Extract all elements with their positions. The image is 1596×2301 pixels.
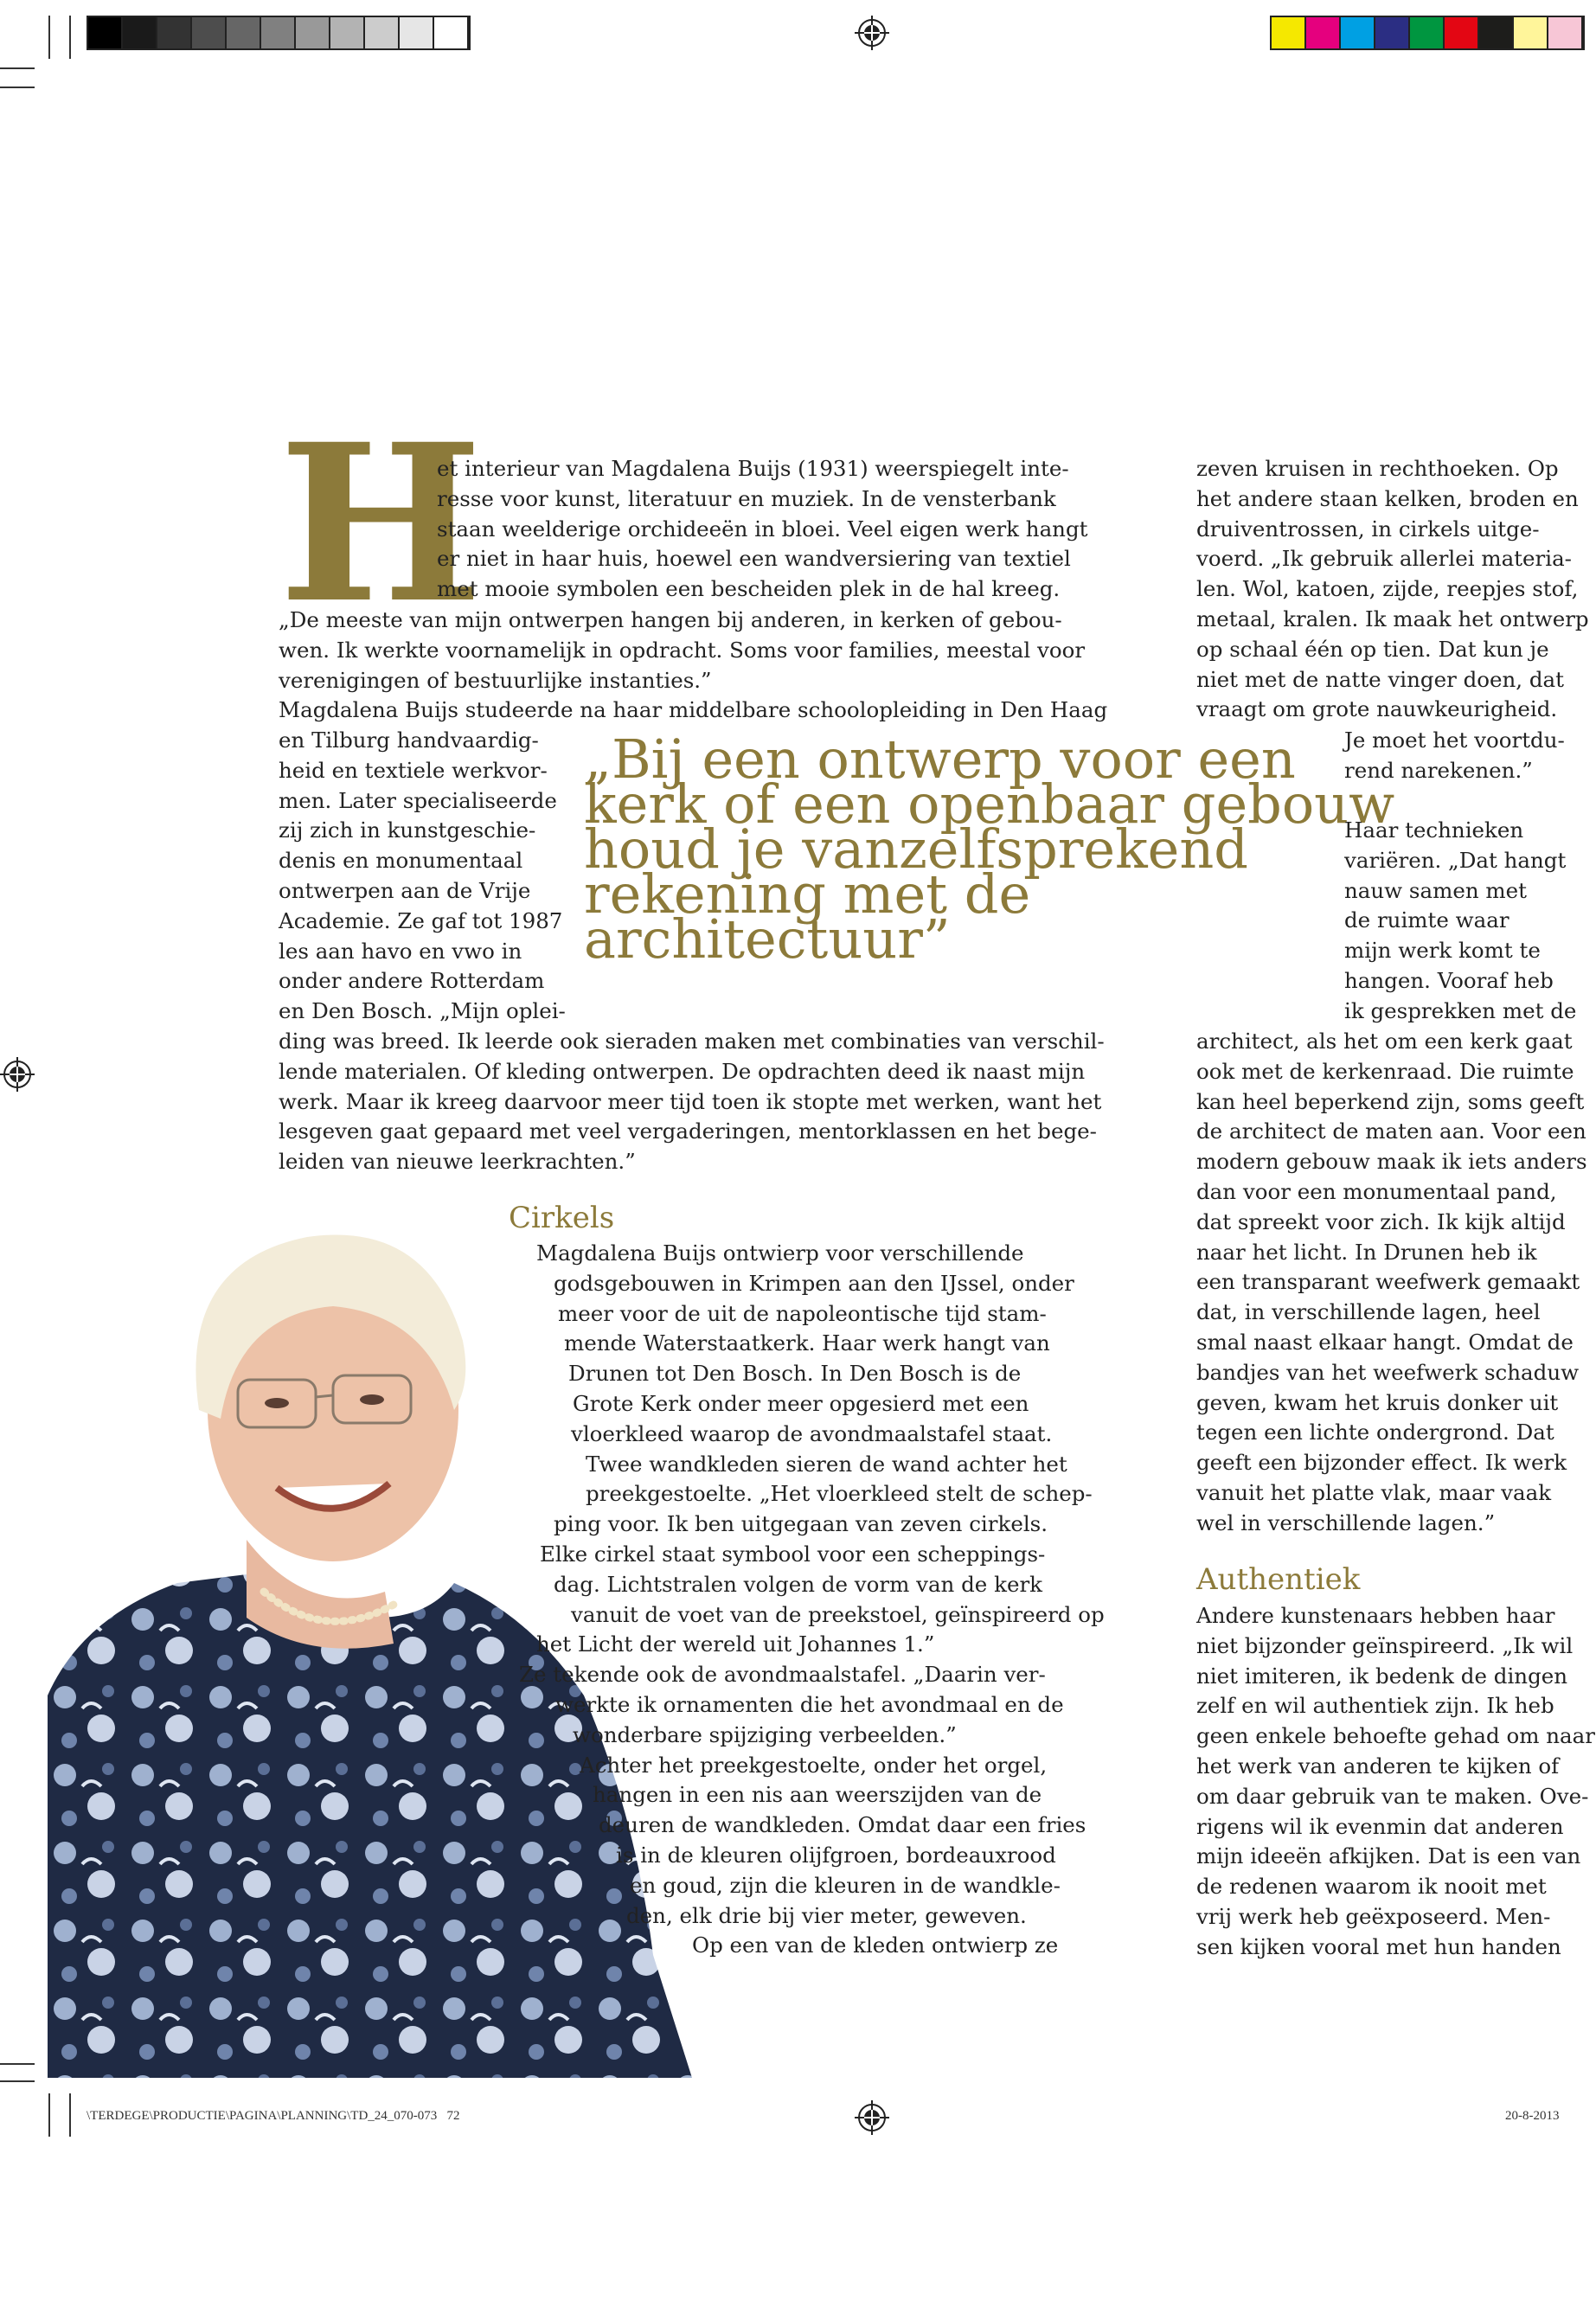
pull-quote: „Bij een ontwerp voor een kerk of een openbaar gebouw houd je vanzelfsprekend rekening met de architectuur” (584, 727, 1395, 971)
cirkels-line: dag. Lichtstralen volgen de vorm van de kerk (554, 1571, 1042, 1597)
cirkels-line: ping voor. Ik ben uitgegaan van zeven cirkels. (554, 1511, 1048, 1537)
color-swatch (1410, 17, 1445, 48)
color-swatch (1514, 17, 1548, 48)
cirkels-line: hangen in een nis aan weerszijden van de (593, 1782, 1042, 1808)
cirkels-line: godsgebouwen in Krimpen aan den IJssel, onder (554, 1270, 1074, 1296)
color-swatch (365, 17, 400, 48)
right-column-text: Je moet het voortdu- rend narekenen.” (1344, 727, 1565, 783)
drop-cap: H (279, 396, 484, 651)
right-column-text: zeven kruisen in rechthoeken. Op het andere staan kelken, broden en druiventrossen, in cirkels uitge- voerd. „Ik gebruik allerlei materia- len. Wol, katoen, zijde, reepjes stof, metaal, kralen. Ik maak het ontwerp op schaal één op tien. Dat kun je niet met de natte vinger doen, dat vraagt om grote nauwkeurigheid. (1196, 456, 1589, 722)
registration-mark-icon (855, 2100, 889, 2135)
cirkels-line: den, elk drie bij vier meter, geweven. (626, 1902, 1027, 1928)
crop-mark (69, 16, 71, 59)
color-swatch (227, 17, 261, 48)
cirkels-line: is in de kleuren olijfgroen, bordeauxrood (616, 1843, 1056, 1868)
section-heading-cirkels: Cirkels (509, 1201, 615, 1235)
crop-mark (48, 16, 50, 59)
color-bar (1270, 16, 1585, 50)
right-column-text: Andere kunstenaars hebben haar niet bijzonder geïnspireerd. „Ik wil niet imiteren, ik bedenk de dingen zelf en wil authentiek zijn. Ik heb geen enkele behoefte gehad om naar het werk van anderen te kijken of om daar gebruik van te maken. Ove- rigens wil ik evenmin dat anderen mijn ideeën afkijken. Dat is een van de redenen waarom ik nooit met vrij werk heb geëxposeerd. Men- sen kijken vooral met hun handen (1196, 1603, 1595, 1959)
color-swatch (192, 17, 227, 48)
color-swatch (88, 17, 123, 48)
cirkels-line: Magdalena Buijs ontwierp voor verschillende (536, 1240, 1024, 1266)
intro-line: resse voor kunst, literatuur en muziek. In de vensterbank (437, 485, 1056, 511)
intro-text (437, 454, 1088, 605)
cirkels-line: wonderbare spijziging verbeelden.” (573, 1721, 957, 1747)
cirkels-line: deuren de wandkleden. Omdat daar een fries (599, 1812, 1086, 1838)
right-column-text: Haar technieken variëren. „Dat hangt nauw samen met de ruimte waar mijn werk komt te hangen. Vooraf heb ik gesprekken met de (1344, 817, 1577, 1023)
right-column-text: architect, als het om een kerk gaat ook met de kerkenraad. Die ruimte kan heel beperkend zijn, soms geeft de architect de maten aan. Voor een modern gebouw maak ik iets anders dan voor een monumentaal pand, dat spreekt voor zich. Ik kijk altijd naar het licht. In Drunen heb ik een transparant weefwerk gemaakt dat, in verschillende lagen, heel smal naast elkaar hangt. Omdat de bandjes van het weefwerk schaduw geven, kwam het kruis donker uit tegen een lichte ondergrond. Dat geeft een bijzonder effect. Ik werk vanuit het platte vlak, maar vaak wel in verschillende lagen.” (1196, 1029, 1587, 1535)
crop-mark (48, 2093, 50, 2137)
color-swatch (1341, 17, 1375, 48)
color-swatch (157, 17, 192, 48)
cirkels-line: Ze tekende ook de avondmaalstafel. „Daarin ver- (519, 1662, 1046, 1688)
registration-mark-icon (0, 1057, 35, 1092)
intro-line: staan weelderige orchideeën in bloei. Veel eigen werk hangt (437, 516, 1088, 542)
body-paragraph: „De meeste van mijn ontwerpen hangen bij anderen, in kerken of gebou- wen. Ik werkte voornamelijk in opdracht. Soms voor families, meestal voor verenigingen of bestuurlijke instanties.” Magdalena Buijs studeerde na haar middelbare schoolopleiding in Den Haag (279, 607, 1108, 723)
cirkels-line: Twee wandkleden sieren de wand achter het (586, 1451, 1067, 1477)
crop-mark (0, 2063, 35, 2065)
footer-file-path: \TERDEGE\PRODUCTIE\PAGINA\PLANNING\TD_24_070-073 72 (87, 2109, 460, 2123)
crop-mark (69, 2093, 71, 2137)
cirkels-line: Elke cirkel staat symbool voor een scheppings- (540, 1541, 1046, 1567)
cirkels-line: Op een van de kleden ontwierp ze (692, 1932, 1059, 1958)
intro-line: met mooie symbolen een bescheiden plek in de hal kreeg. (437, 576, 1061, 602)
cirkels-line: preekgestoelte. „Het vloerkleed stelt de schep- (586, 1481, 1093, 1507)
color-swatch (330, 17, 365, 48)
color-swatch (1445, 17, 1479, 48)
crop-mark (0, 2080, 35, 2082)
cirkels-line: werkte ik ornamenten die het avondmaal en de (555, 1692, 1064, 1717)
cirkels-line: meer voor de uit de napoleontische tijd stam- (558, 1300, 1047, 1326)
body-paragraph: ding was breed. Ik leerde ook sieraden maken met combinaties van verschil- lende materialen. Of kleding ontwerpen. De opdrachten deed ik naast mijn werk. Maar ik kreeg daarvoor meer tijd toen ik stopte met werken, want het lesgeven gaat gepaard met veel vergaderingen, mentorklassen en het bege- leiden van nieuwe leerkrachten.” (279, 1029, 1105, 1175)
crop-mark (0, 87, 35, 88)
intro-line: et interieur van Magdalena Buijs (1931) weerspiegelt inte- (437, 456, 1069, 481)
color-swatch (261, 17, 296, 48)
color-swatch (1272, 17, 1306, 48)
cirkels-line: en goud, zijn die kleuren in de wandkle- (630, 1872, 1061, 1898)
registration-mark-icon (855, 16, 889, 50)
intro-line: er niet in haar huis, hoewel een wandversiering van textiel (437, 546, 1071, 572)
color-swatch (1548, 17, 1583, 48)
cirkels-line: vloerkleed waarop de avondmaalstafel staat. (571, 1420, 1053, 1446)
color-swatch (434, 17, 469, 48)
body-paragraph: en Tilburg handvaardig- heid en textiele werkvor- men. Later specialiseerde zij zich in kunstgeschie- denis en monumentaal ontwerpen aan de Vrije Academie. Ze gaf tot 1987 les aan havo en vwo in onder andere Rotterdam en Den Bosch. „Mijn oplei- (279, 727, 566, 1024)
color-swatch (1479, 17, 1514, 48)
color-swatch (123, 17, 157, 48)
cirkels-line: Drunen tot Den Bosch. In Den Bosch is de (568, 1361, 1022, 1387)
cirkels-line: mende Waterstaatkerk. Haar werk hangt van (564, 1330, 1050, 1356)
cirkels-line: Grote Kerk onder meer opgesierd met een (573, 1391, 1029, 1416)
grayscale-bar (87, 16, 471, 50)
color-swatch (400, 17, 434, 48)
cirkels-line: Achter het preekgestoelte, onder het orgel, (580, 1752, 1048, 1778)
cirkels-line: vanuit de voet van de preekstoel, geïnspireerd op (571, 1601, 1105, 1627)
crop-mark (0, 67, 35, 69)
color-swatch (296, 17, 330, 48)
color-swatch (1306, 17, 1341, 48)
footer-date: 20-8-2013 (1505, 2109, 1560, 2123)
color-swatch (1375, 17, 1410, 48)
cirkels-line: het Licht der wereld uit Johannes 1.” (536, 1631, 935, 1657)
section-heading-authentiek: Authentiek (1196, 1562, 1361, 1597)
